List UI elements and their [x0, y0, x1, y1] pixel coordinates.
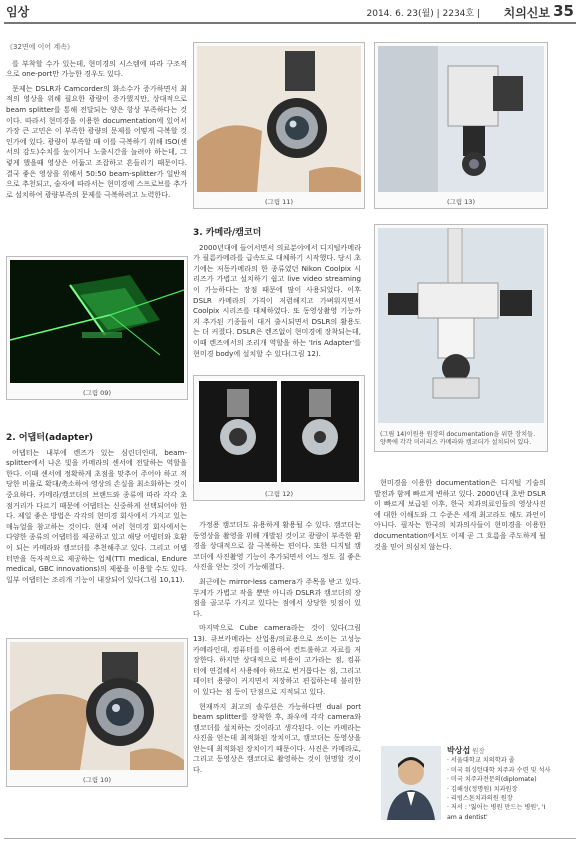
footer-rule: [4, 838, 576, 839]
figure-11: [193, 42, 365, 209]
figure-13: [374, 42, 548, 209]
bio-line: · 서울대학교 치의학과 졸: [447, 757, 515, 765]
figure-10: [6, 638, 188, 787]
figure-09-caption: (그림 09): [83, 389, 111, 397]
figure-09-image: [10, 260, 184, 383]
paragraph: 마지막으로 Cube camera라는 것이 있다(그림 13). 큐브카메라는 산업용/의료용으로 쓰이는 고성능 카메라인데, 컴퓨터를 이용하여 컨트롤하고 자료를 저장한다. 하지만 상대적으로 비용이 고가라는 점, 컴퓨터에 연결해서 사용해야 하므로 번거롭다는 점, 그리고 데이터 용량이 커지면서 저장하고 편집하는데 불리한이 있다는 점 등이 단점으로 지적되고 있다.: [193, 623, 361, 696]
page-number: 35: [553, 2, 574, 20]
subheading-adapter: 2. 어댑터(adapter): [6, 433, 93, 443]
author-name: 박상섭: [447, 746, 471, 755]
figure-11-caption: (그림 11): [265, 198, 293, 206]
column-3-text: [374, 478, 546, 556]
column-2-top: [193, 228, 361, 363]
figure-14: [374, 224, 548, 452]
figure-14-caption: (그림 14)이원용 원장의 documentation을 위한 장치들. 양쪽에 각각 미러리스 카메라와 캠코더가 설치되어 있다.: [380, 430, 536, 447]
figure-09: [6, 256, 188, 400]
figure-10-image: [10, 642, 184, 770]
figure-12-caption: (그림 12): [265, 490, 293, 498]
paragraph: 현재까지 최고의 솔루션은 가능하다면 dual port beam splitter를 장착한 후, 좌우에 각각 camera와 캠코더를 설치하는 것이라고 생각된다. 이는 카메라는 사진을 얻는데 최적화된 장치이고, 캠코더는 동영상을 얻는데 최적화된 장치이기 때문이다. 사진은 카메라로, 그리고 동영상은 캠코더로 촬영하는 것이 현명할 것이다.: [193, 701, 361, 775]
column-2-bottom: [193, 520, 361, 780]
paragraph: 2000년대에 들어서면서 의료분야에서 디지털카메라가 필름카메라를 급속도로 대체하기 시작했다. 당시 초기에는 저동카메라의 한 종류였던 Nikon Coolpix 시리즈가 가볍고 설치하기 쉽고 live video streaming이 가능하다는 장점 때문에 많이 사용되었다. 이후 DSLR 카메라의 가격이 저렴해지고 가벼워지면서 Coolpix 시리즈를 대체하였다. 또 동영상촬영 기능까지 추가된 기종들이 대거 출시되면서 DSLR의 활용도는 더 커졌다. DSLR은 렌즈없이 현미경에 장착되는데, 이때 렌즈에서의 조리개 역할을 하는 'Iris Adapter'를 현미경 body에 설치할 수 있다(그림 12).: [193, 242, 361, 358]
figure-13-caption: (그림 13): [447, 198, 475, 206]
figure-12: [193, 375, 365, 501]
column-1-top: [6, 42, 187, 204]
paragraph: 현미경을 이용한 documentation은 디지털 기술의 발전과 함께 빠르게 변하고 있다. 2000년대 초반 DSLR이 빠르게 보급된 이후, 한국 치과의료인들의 영상사진에 대한 이해도와 그 수준은 세계 최고라도 해도 과언이 아니다. 필자는 한국의 치과의사들이 현미경을 이용한 documentation에서도 이제 곧 그 흐름을 주도하게 될 것을 믿어 의심치 않는다.: [374, 478, 546, 551]
paragraph: 를 부착할 수가 있는데, 현미경의 시스템에 따라 구조적으로 one-port만 가능한 경우도 있다.: [6, 58, 187, 79]
author-title: 원장: [472, 747, 485, 755]
bio-line: · 저서 : '잃어는 병원 만드는 병원', 'I am a dentist': [447, 804, 546, 821]
paragraph: 문제는 DSLR과 Camcorder의 화소수가 증가하면서 최적의 영상을 위해 필요한 광량이 증가했지만, 상대적으로 beam splitter를 통해 전달되는 양은 항상 부족하다는 것이다. 따라서 현미경을 이용한 documentation에 있어서 가장 큰 고민은 이 부족한 광량의 문제를 어떻게 극복할 것인가에 있다. 광량이 부족할 때 이를 극복하기 위해 ISO(센서의 감도)수치를 높이거나 노출시간을 늘려야 하는데, 그렇게 했을때 영상은 어둡고 조잡하고 흔들리기 때문이다. 결국 좋은 영상을 위해서 50:50 beam-splitter가 일반적으로 추천되고, 술자에 따라서는 현미경에 스프로브를 추가로 설치하여 광량부족의 문제를 극복하려고 노력한다.: [6, 83, 187, 199]
figure-12-image: [197, 379, 361, 484]
figure-14-image: [378, 228, 544, 423]
bio-line: · 미국 치주과전문의(diplomate): [447, 776, 537, 784]
author-photo: [381, 746, 441, 820]
subheading-camera: 3. 카메라/캠코더: [193, 228, 262, 238]
section-title: 임상: [6, 5, 30, 19]
paragraph: 어댑터는 내부에 렌즈가 있는 심린더인데, beam-splitter에서 나온 빛을 카메라의 센서에 전달하는 역할을 한다. 이때 센서에 정확하게 초점을 맞추어 주어야 하고 적당한 비율로 확대/축소하여 영상의 손실을 최소화하는 것이 중요하다. 카메라/캠코더의 브랜드와 종류에 따라 각각 초점거리가 다르기 때문에 어댑터는 신중하게 선택되어야 한다. 제일 좋은 방법은 각각의 현미경 회사에서 가지고 있는 매뉴얼을 참고하는 것이다. 현재 여러 현미경 회사에서는 다양한 종류의 어댑터를 제공하고 있고 해당 어댑터와 호환이 되는 카메라와 캠코더를 추천해주고 있다. 그리고 어댑터만을 독자적으로 제공하는 업체(TTI medical, Endure medical, GBC innovations)의 제품을 이용할 수도 있다. 일부 어댑터는 조리개 기능이 내장되어 있다(그림 10,11).: [6, 447, 187, 584]
continued-note: 《32면에 이어 계속》: [6, 43, 74, 51]
newspaper-name: 치의신보: [503, 6, 550, 20]
column-1-middle: [6, 433, 187, 589]
issue-date: 2014. 6. 23(월) | 2234호 |: [366, 9, 480, 19]
bio-line: · 미국 워싱턴대학 치주과 수련 및 석사: [447, 766, 551, 774]
bio-line: · 리빙스톤치과의원 원장: [447, 795, 513, 803]
paragraph: 가정용 캠코더도 유용하게 활용될 수 있다. 캠코더는 동영상을 촬영을 위해 개발된 것이고 광량이 부족한 환경을 상대적으로 잘 극복하는 편이다. 또한 디지털 캠코더에 사진촬영 기능이 추가되면서 어느 정도 질 좋은 사진을 얻는 것이 가능해졌다.: [193, 520, 361, 572]
figure-11-image: [197, 46, 361, 192]
header-rule: [4, 22, 576, 24]
author-bio: [381, 746, 549, 824]
figure-10-caption: (그림 10): [83, 776, 111, 784]
paragraph: 최근에는 mirror-less camera가 주목을 받고 있다. 무게가 가볍고 작을 뿐만 아니라 DSLR과 캠코더의 장점을 골고루 가지고 있다는 점에서 상당한 잇점이 있다.: [193, 576, 361, 618]
figure-13-image: [378, 46, 544, 192]
bio-line: · 김해성(정명원) 치과원장: [447, 785, 518, 793]
page-header: [0, 0, 580, 22]
